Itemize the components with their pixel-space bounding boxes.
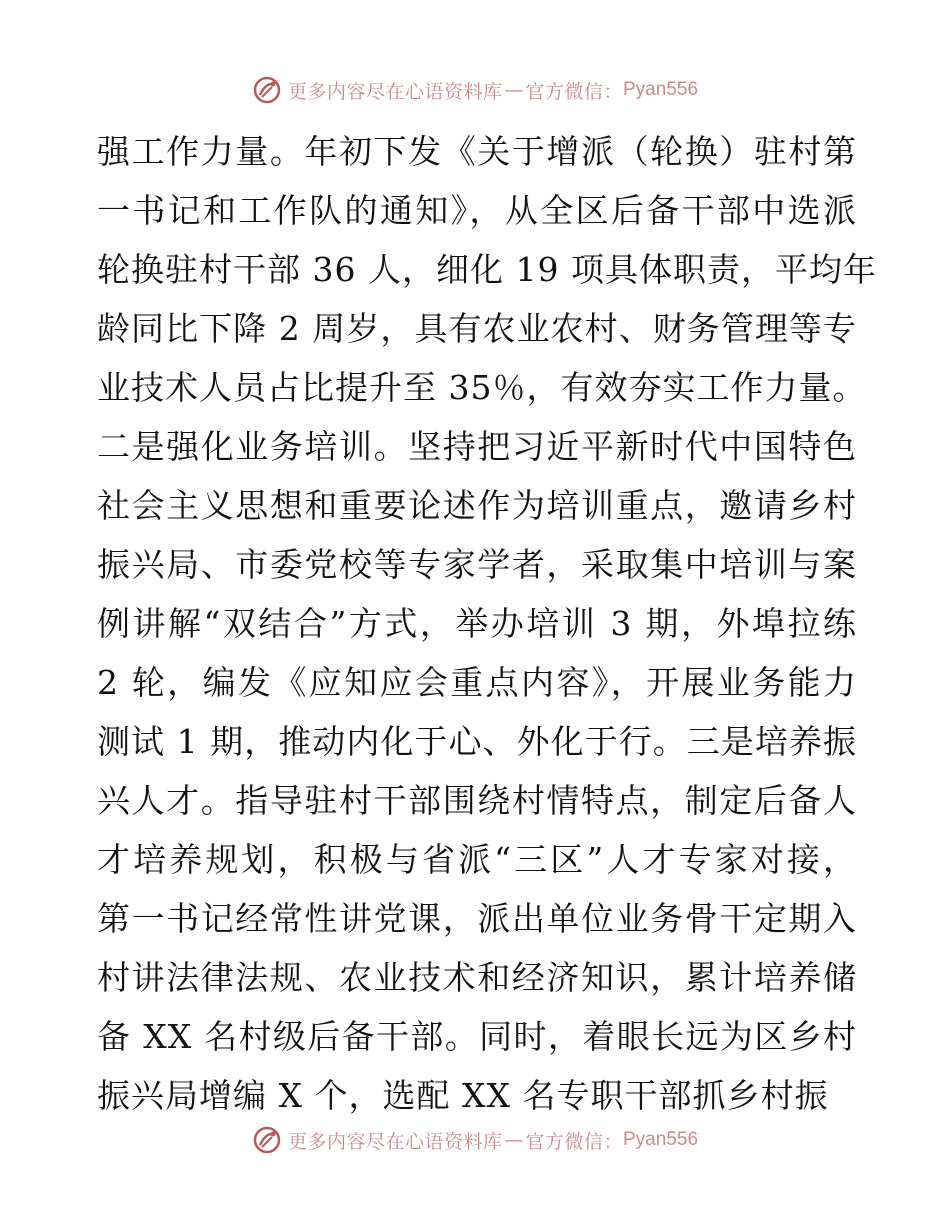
text-line: 振兴局增编 X 个，选配 XX 名专职干部抓乡村振 [97,1076,829,1115]
watermark-wechat-label: 官方微信： [525,1130,623,1153]
header-watermark [0,74,950,106]
text-line: 第一书记经常性讲党课，派出单位业务骨干定期入 [97,899,857,938]
text-line: 兴人才。指导驻村干部围绕村情特点，制定后备人 [97,781,857,820]
footer-watermark [0,1124,950,1156]
text-line: 龄同比下降 2 周岁，具有农业农村、财务管理等专 [97,309,857,348]
text-line: 村讲法律法规、农业技术和经济知识，累计培养储 [97,958,857,997]
watermark-wechat-label: 官方微信： [525,80,623,103]
text-line: 一书记和工作队的通知》，从全区后备干部中选派 [97,191,857,230]
watermark-wechat-id: Pyan556 [623,79,699,100]
text-line: 测试 1 期，推动内化于心、外化于行。三是培养振 [97,722,857,761]
watermark-wechat-id: Pyan556 [623,1129,699,1150]
text-line: 社会主义思想和重要论述作为培训重点，邀请乡村 [97,486,857,525]
watermark-brand-text: 更多内容尽在心语资料库 [287,1130,503,1153]
text-line: 振兴局、市委党校等专家学者，采取集中培训与案 [97,545,857,584]
text-line: 业技术人员占比提升至 35％，有效夯实工作力量。 [97,368,867,407]
watermark-separator: — [504,1129,524,1151]
text-line: 才培养规划，积极与省派“三区”人才专家对接， [97,840,857,879]
text-line: 强工作力量。年初下发《关于增派（轮换）驻村第 [97,132,857,171]
document-body [97,122,877,1125]
text-line: 二是强化业务培训。坚持把习近平新时代中国特色 [97,427,857,466]
brand-logo-icon [252,1125,282,1155]
text-line: 轮换驻村干部 36 人，细化 19 项具体职责，平均年 [97,250,877,289]
text-line: 例讲解“双结合”方式，举办培训 3 期，外埠拉练 [97,604,857,643]
text-line: 2 轮，编发《应知应会重点内容》，开展业务能力 [97,663,857,702]
watermark-brand-text: 更多内容尽在心语资料库 [287,80,503,103]
watermark-separator: — [504,79,524,101]
text-line: 备 XX 名村级后备干部。同时，着眼长远为区乡村 [97,1017,857,1056]
brand-logo-icon [252,75,282,105]
